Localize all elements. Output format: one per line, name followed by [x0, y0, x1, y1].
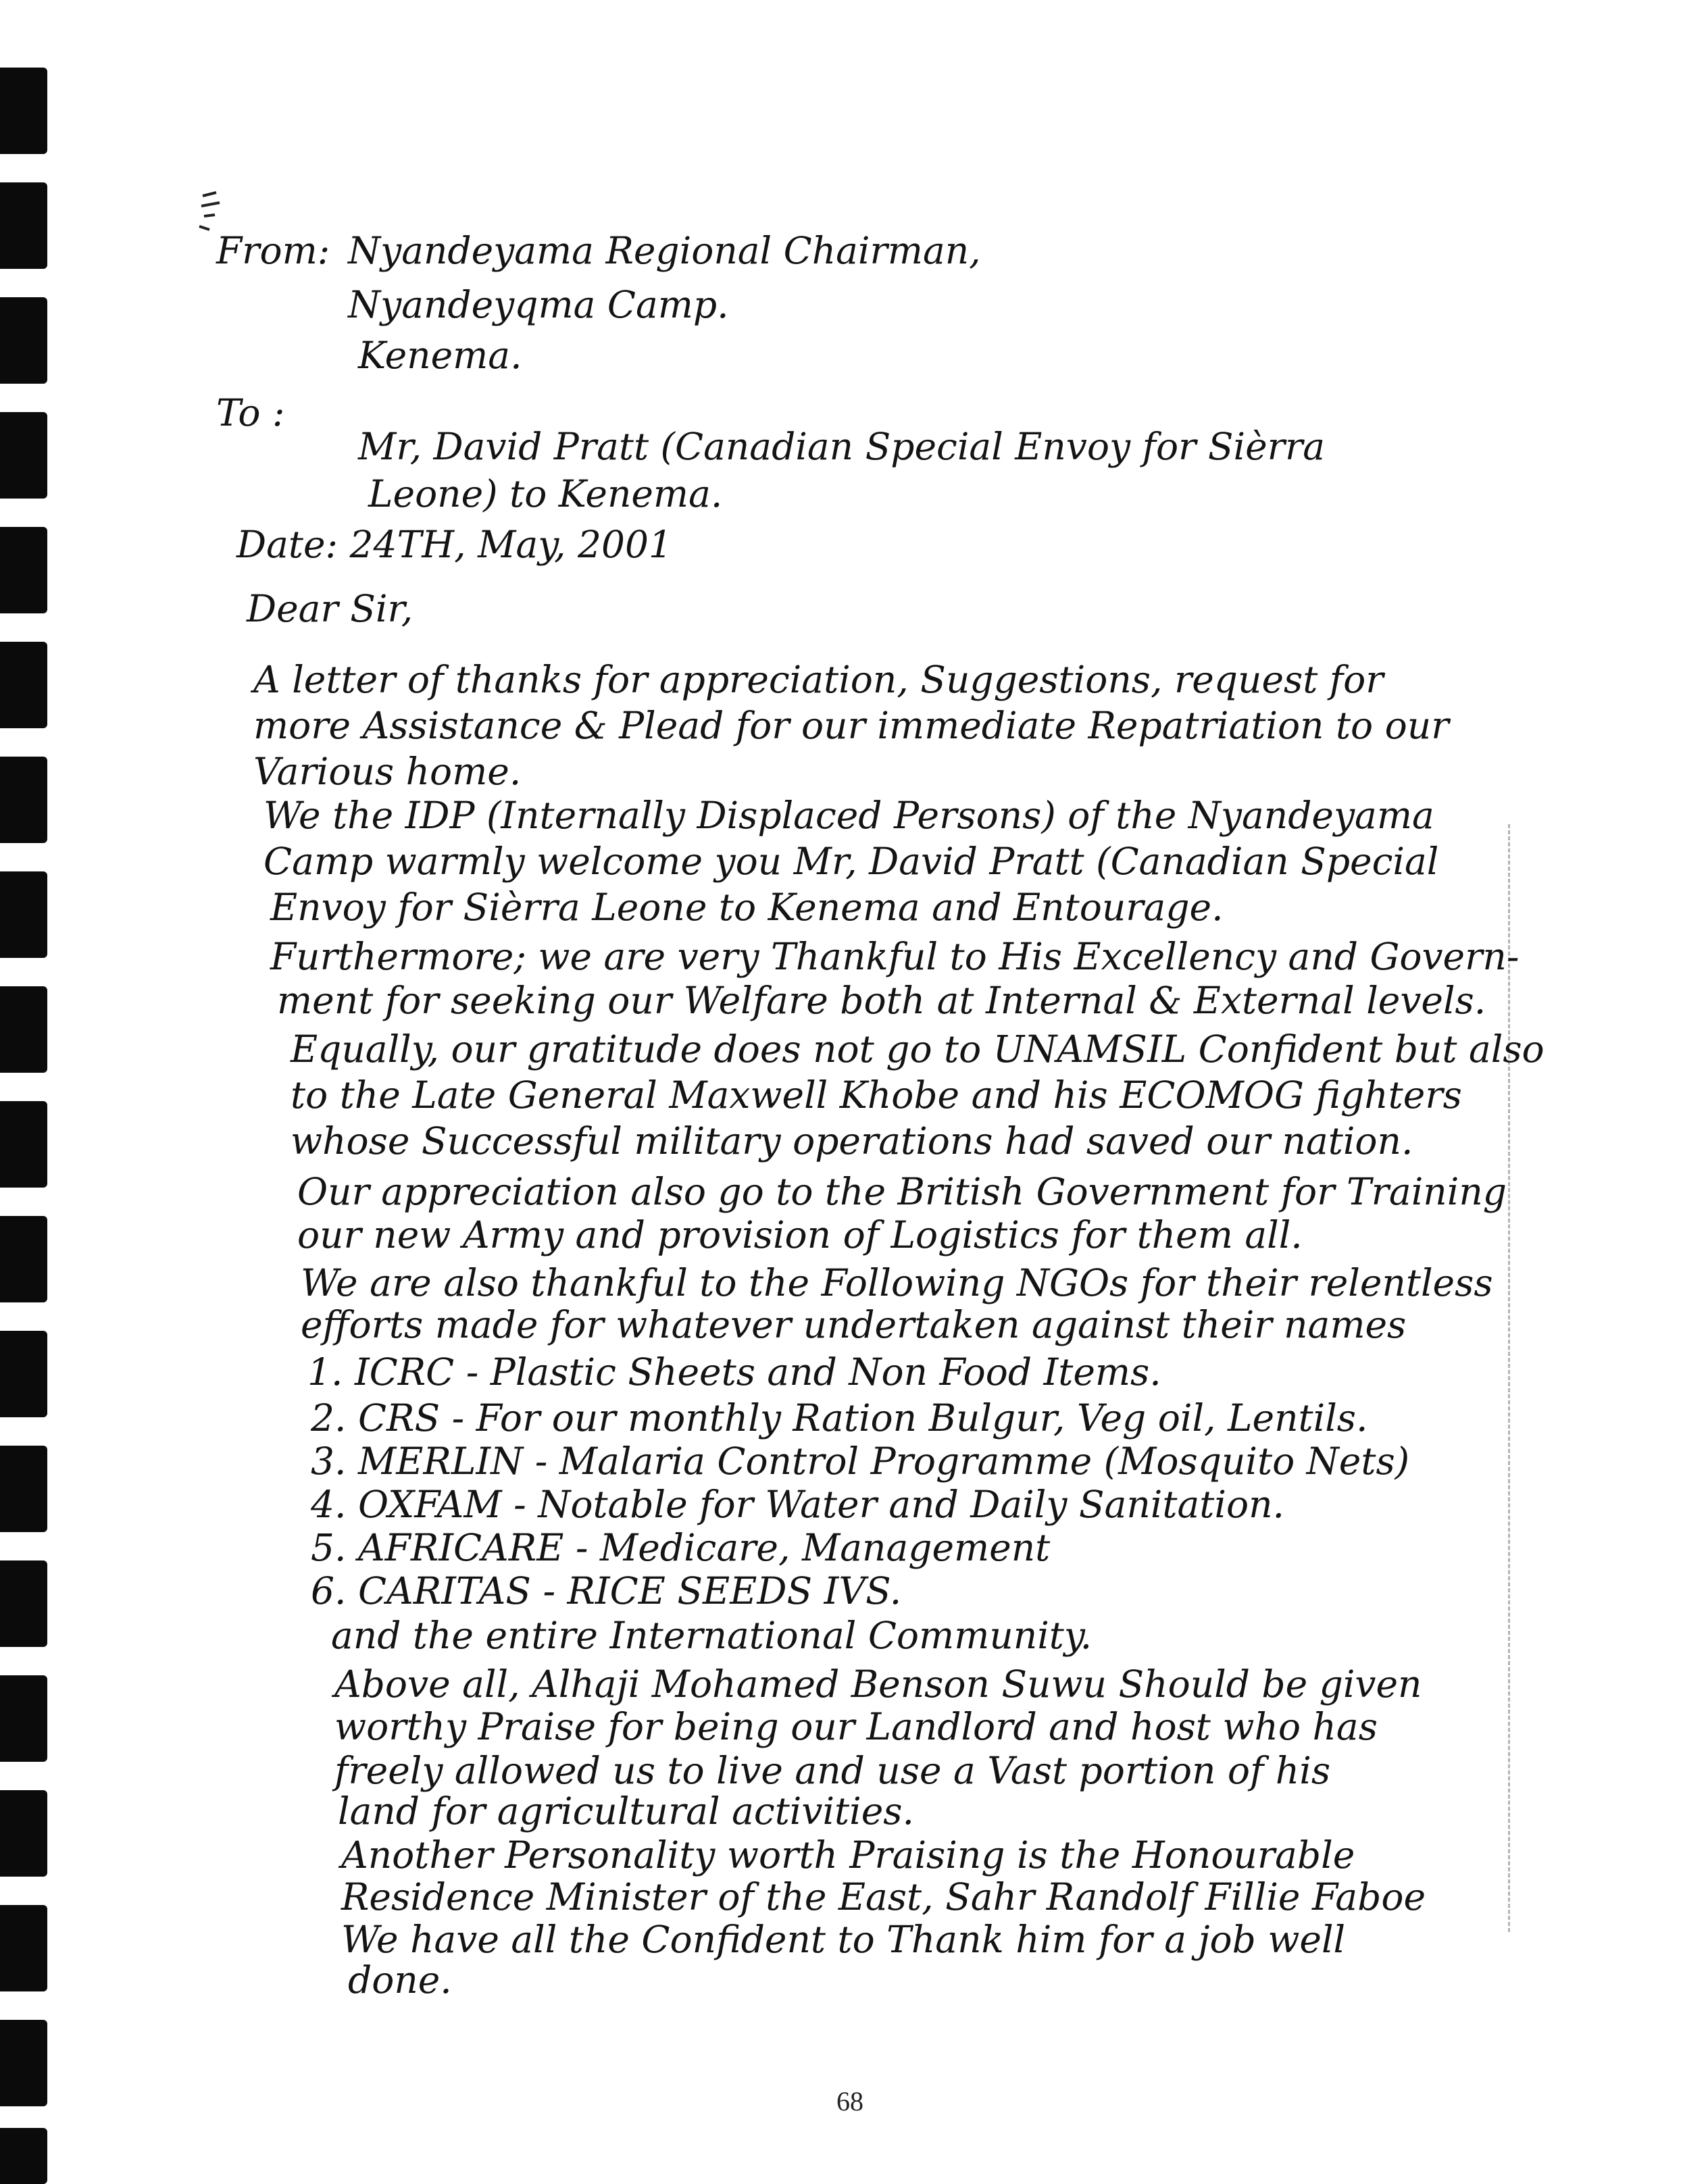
page-number: 68: [836, 2086, 863, 2116]
body-line: We the IDP (Internally Displaced Persons) of the Nyandeyama: [264, 794, 1434, 837]
to-line: Mr, David Pratt (Canadian Special Envoy for Sièrra: [358, 425, 1326, 468]
body-line: to the Late General Maxwell Khobe and his ECOMOG fighters: [291, 1073, 1462, 1117]
body-line: A letter of thanks for appreciation, Suggestions, request for: [253, 658, 1384, 701]
body-line: more Assistance & Plead for our immediate Repatriation to our: [253, 704, 1449, 747]
body-line: Furthermore; we are very Thankful to His Excellency and Govern-: [270, 935, 1520, 978]
ngo-list-item: 3. MERLIN - Malaria Control Programme (Mosquito Nets): [311, 1440, 1410, 1483]
from-line: Nyandeyqma Camp.: [348, 283, 729, 326]
body-line: Residence Minister of the East, Sahr Randolf Fillie Faboe: [341, 1875, 1426, 1919]
to-label: To :: [216, 391, 285, 434]
ngo-list-item: 4. OXFAM - Notable for Water and Daily Sanitation.: [311, 1483, 1284, 1526]
body-line: Various home.: [253, 750, 522, 793]
body-line: We have all the Confident to Thank him for a job well: [341, 1918, 1346, 1961]
ngo-list-item: 2. CRS - For our monthly Ration Bulgur, Veg oil, Lentils.: [311, 1396, 1368, 1440]
body-line: Equally, our gratitude does not go to UNAMSIL Confident but also: [291, 1027, 1545, 1071]
to-line: Leone) to Kenema.: [368, 472, 723, 515]
body-line: done.: [348, 1958, 452, 2002]
letter-date: Date: 24TH, May, 2001: [236, 523, 672, 566]
body-line: and the entire International Community.: [331, 1614, 1093, 1657]
body-line: Camp warmly welcome you Mr, David Pratt (Canadian Special: [264, 840, 1439, 883]
body-line: We are also thankful to the Following NGOs for their relentless: [301, 1261, 1493, 1304]
from-label: From:: [216, 229, 330, 272]
from-line: Kenema.: [358, 334, 522, 377]
body-line: worthy Praise for being our Landlord and host who has: [334, 1705, 1378, 1748]
body-line: efforts made for whatever undertaken against their names: [301, 1303, 1407, 1346]
body-line: Envoy for Sièrra Leone to Kenema and Entourage.: [270, 886, 1224, 929]
from-line: Nyandeyama Regional Chairman,: [348, 229, 981, 272]
body-line: freely allowed us to live and use a Vast portion of his: [334, 1749, 1331, 1792]
body-line: land for agricultural activities.: [338, 1789, 915, 1833]
body-line: Another Personality worth Praising is the Honourable: [341, 1833, 1355, 1877]
body-line: Our appreciation also go to the British Government for Training: [297, 1170, 1507, 1213]
body-line: whose Successful military operations had saved our nation.: [291, 1119, 1413, 1163]
ngo-list-item: 5. AFRICARE - Medicare, Management: [311, 1526, 1051, 1569]
ngo-list-item: 6. CARITAS - RICE SEEDS IVS.: [311, 1569, 902, 1612]
body-line: ment for seeking our Welfare both at Internal & External levels.: [277, 979, 1486, 1022]
salutation: Dear Sir,: [247, 587, 413, 630]
ngo-list-item: 1. ICRC - Plastic Sheets and Non Food Items.: [307, 1350, 1161, 1394]
body-line: Above all, Alhaji Mohamed Benson Suwu Should be given: [334, 1662, 1422, 1706]
body-line: our new Army and provision of Logistics for them all.: [297, 1213, 1303, 1256]
